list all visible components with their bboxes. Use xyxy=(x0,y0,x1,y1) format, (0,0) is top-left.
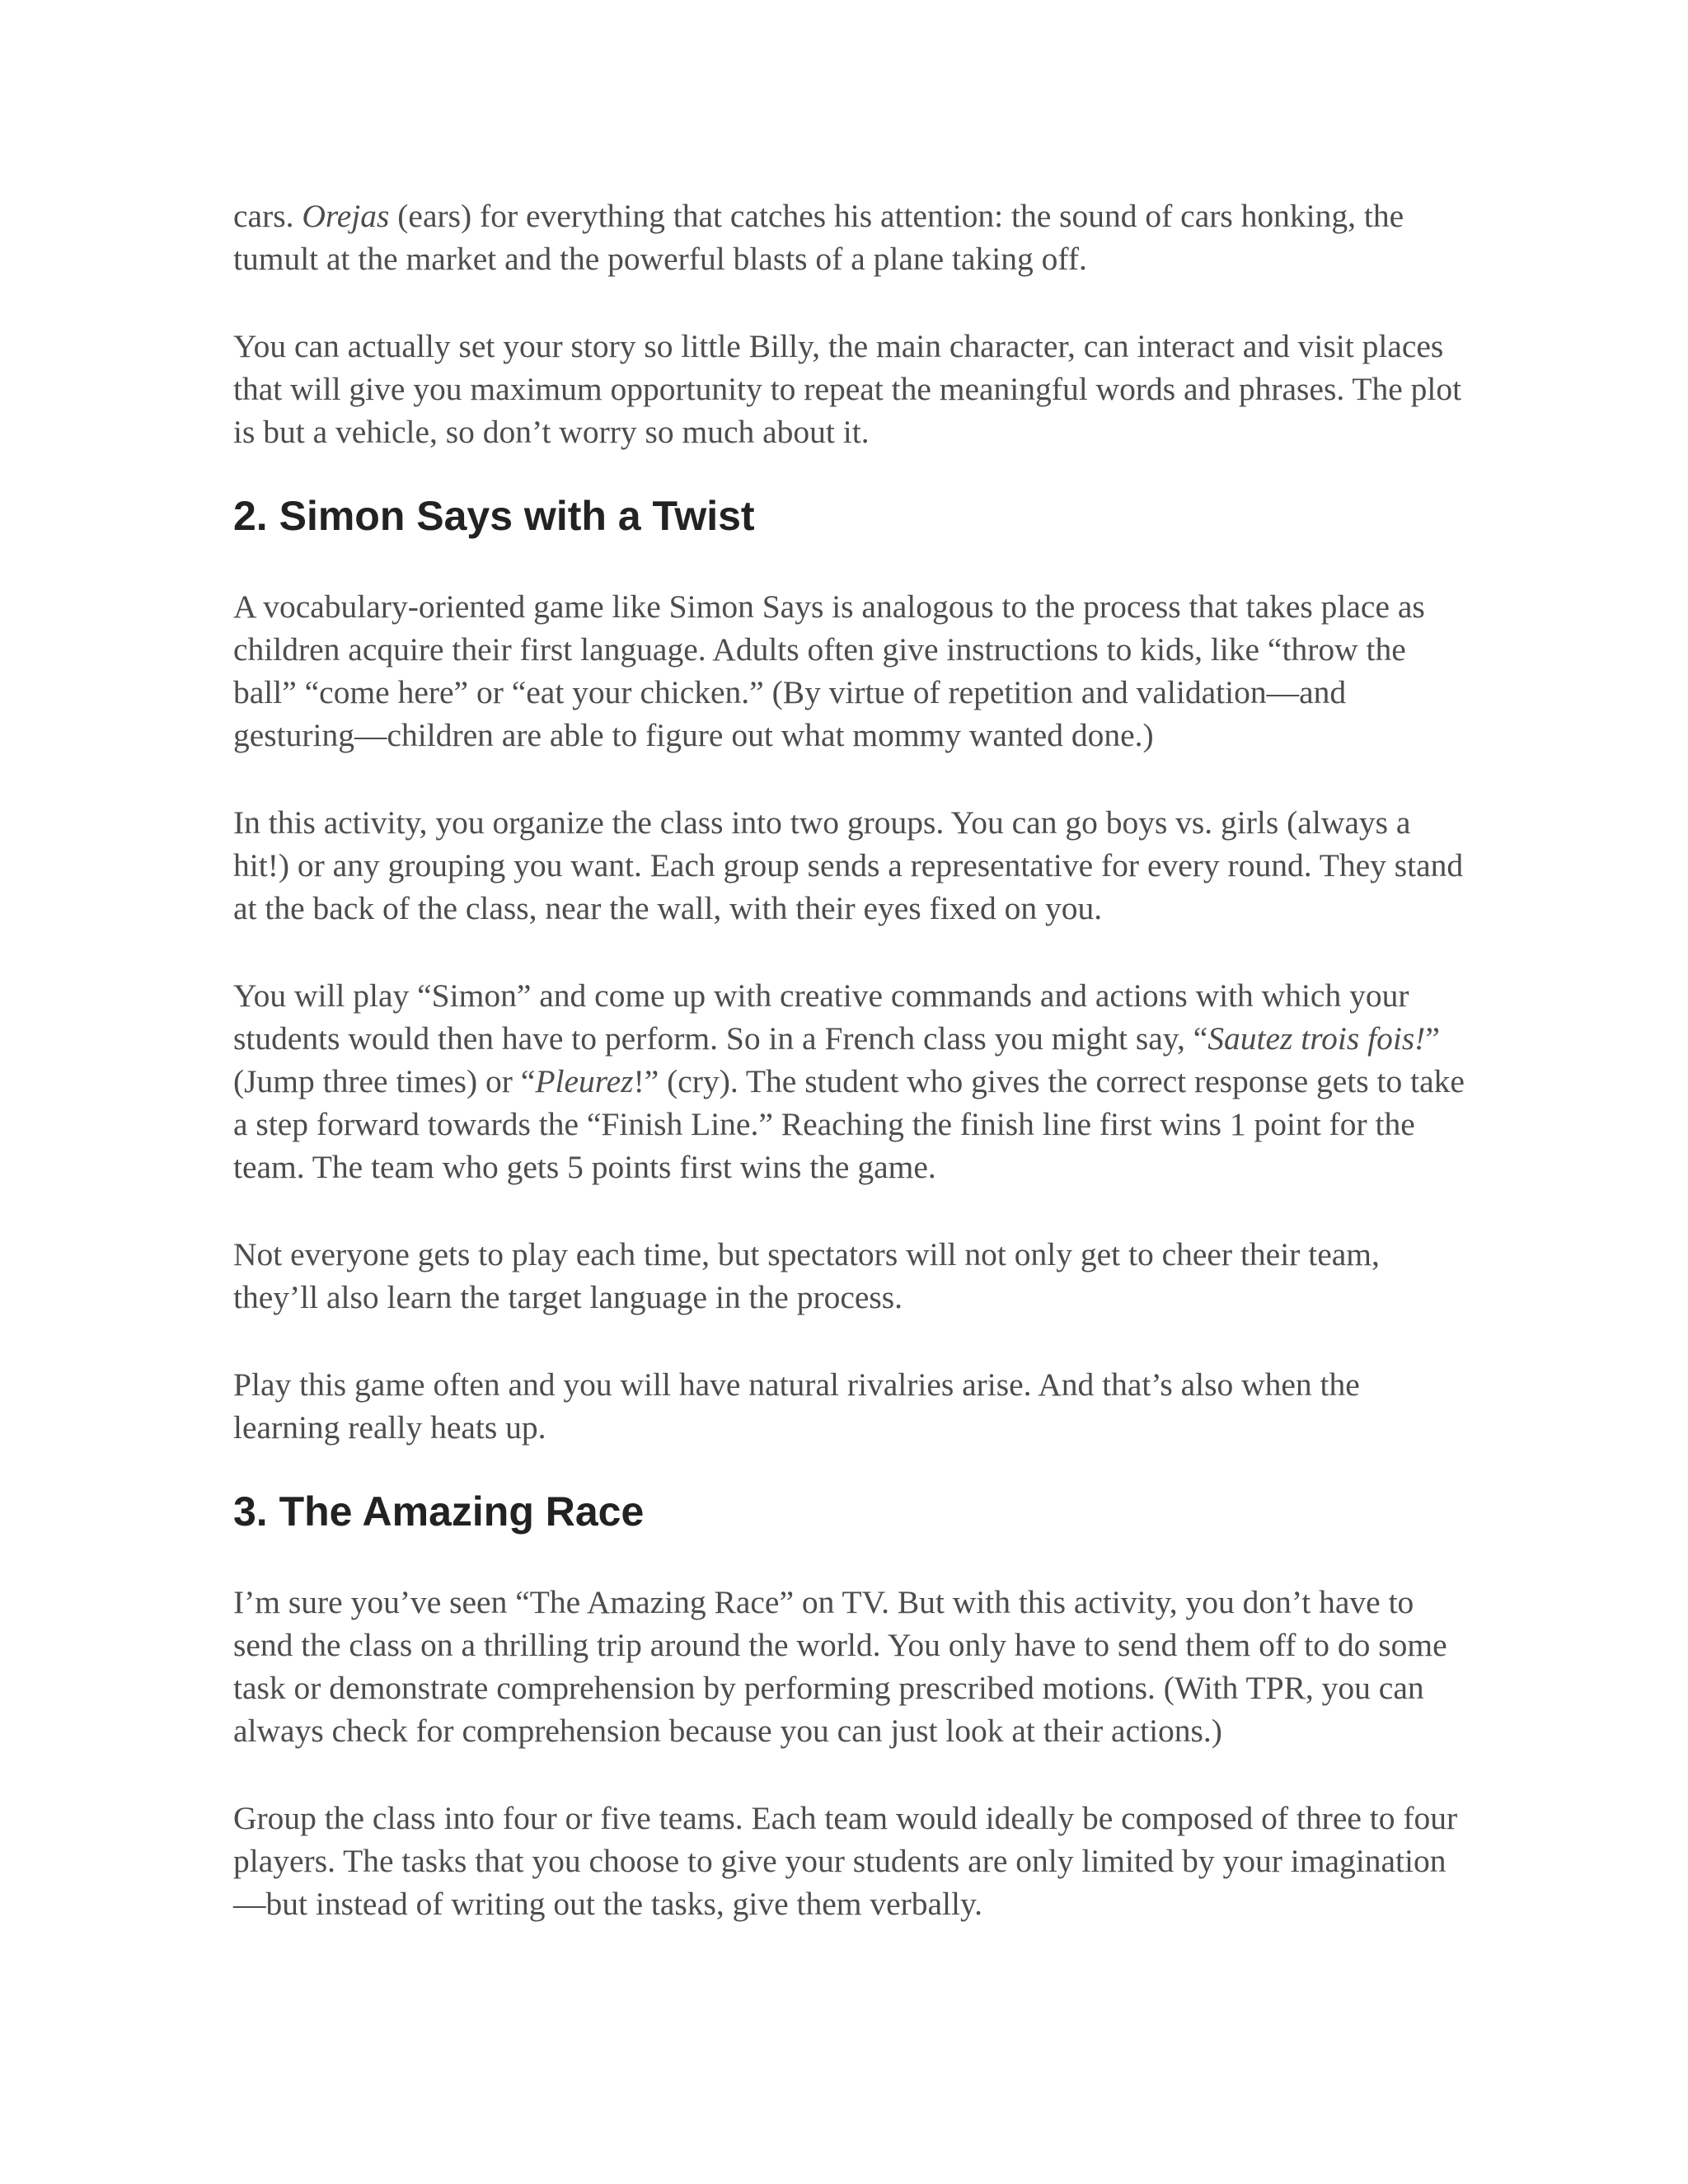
paragraph xyxy=(233,1233,1470,1319)
text-run: cars. xyxy=(233,198,302,234)
section-3-body xyxy=(233,1581,1470,1925)
paragraph xyxy=(233,974,1470,1188)
paragraph xyxy=(233,194,1470,280)
paragraph xyxy=(233,325,1470,453)
text-run: I’m sure you’ve seen “The Amazing Race” on TV. But with this activity, you don’t have to send the class on a thrilling trip around the world. You only have to send them off to do some task or demonstrate comprehension by performing prescribed motions. (With TPR, you can always check for comprehension because you can just look at their actions.) xyxy=(233,1584,1447,1749)
text-run: Play this game often and you will have natural rivalries arise. And that’s also when the learning really heats up. xyxy=(233,1366,1360,1446)
text-run: ” (Jump three times) or “ xyxy=(233,1020,1440,1099)
text-run: You can actually set your story so little Billy, the main character, can interact and visit places that will give you maximum opportunity to repeat the meaningful words and phrases. The plot is but a vehicle, so don’t worry so much about it. xyxy=(233,328,1462,450)
section-heading: 3. The Amazing Race xyxy=(233,1488,645,1535)
text-run: A vocabulary-oriented game like Simon Says is analogous to the process that takes place as children acquire their first language. Adults often give instructions to kids, like “throw the ball” “come here” or “eat your chicken.” (By virtue of repetition and validation—and gesturing—children are able to figure out what mommy wanted done.) xyxy=(233,588,1425,753)
text-run: !” (cry). The student who gives the correct response gets to take a step forward towards the “Finish Line.” Reaching the finish line first wins 1 point for the team. The team who gets 5 points first wins the game. xyxy=(233,1063,1465,1185)
document-page xyxy=(233,194,1470,1925)
text-run: You will play “Simon” and come up with creative commands and actions with which your students would then have to perform. So in a French class you might say, “ xyxy=(233,977,1409,1057)
text-run-italic: Pleurez xyxy=(535,1063,634,1099)
text-run-italic: Orejas xyxy=(302,198,390,234)
section-2-body xyxy=(233,585,1470,1449)
paragraph xyxy=(233,1581,1470,1752)
text-run: In this activity, you organize the class into two groups. You can go boys vs. girls (always a hit!) or any grouping you want. Each group sends a representative for every round. They stand at the back of the class, near the wall, with their eyes fixed on you. xyxy=(233,804,1464,926)
paragraph xyxy=(233,801,1470,930)
text-run: Not everyone gets to play each time, but spectators will not only get to cheer their team, they’ll also learn the target language in the process. xyxy=(233,1236,1380,1315)
text-run: (ears) for everything that catches his attention: the sound of cars honking, the tumult at the market and the powerful blasts of a plane taking off. xyxy=(233,198,1404,277)
section-heading: 2. Simon Says with a Twist xyxy=(233,493,755,539)
intro-block xyxy=(233,194,1470,453)
paragraph xyxy=(233,1797,1470,1925)
text-run: Group the class into four or five teams. Each team would ideally be composed of three to four players. The tasks that you choose to give your students are only limited by your imagination—but instead of writing out the tasks, give them verbally. xyxy=(233,1800,1458,1922)
text-run-italic: Sautez trois fois! xyxy=(1207,1020,1426,1057)
paragraph xyxy=(233,585,1470,757)
paragraph xyxy=(233,1363,1470,1449)
